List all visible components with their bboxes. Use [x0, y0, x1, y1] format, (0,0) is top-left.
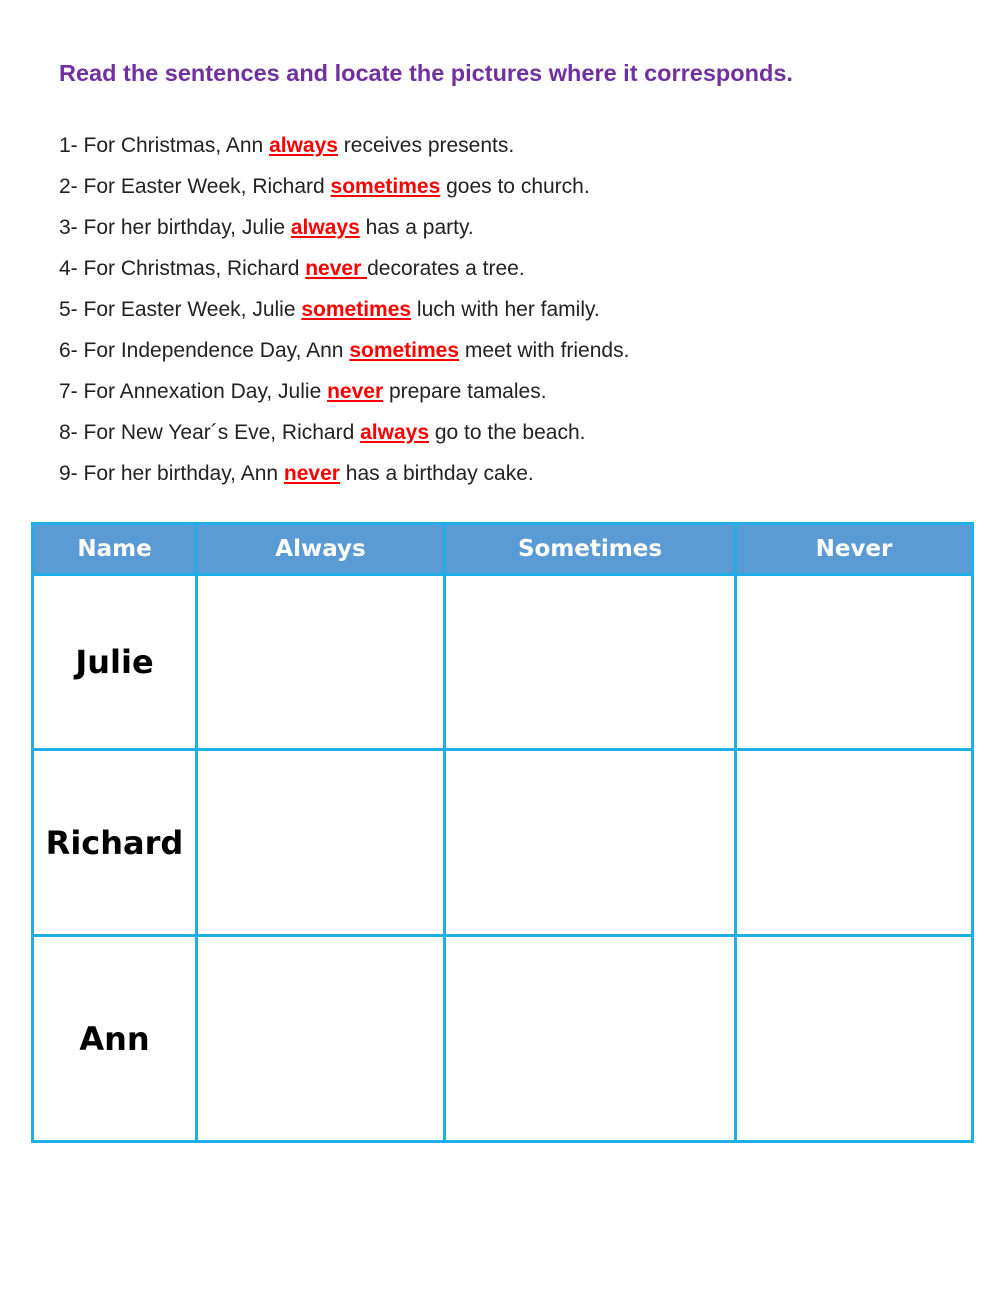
frequency-word: never [327, 380, 384, 403]
sentence-text: has a party. [359, 216, 474, 239]
drop-zone-julie-never[interactable] [736, 575, 973, 750]
sentence-item [59, 294, 629, 335]
frequency-word: sometimes [301, 298, 412, 321]
name-cell-richard: Richard [33, 750, 197, 936]
drop-zone-richard-sometimes[interactable] [445, 750, 736, 936]
sentence-text: 9- For her birthday, Ann [59, 462, 284, 485]
sentence-text: 2- For Easter Week, Richard [59, 175, 331, 198]
sentence-text: has a birthday cake. [339, 462, 534, 485]
sentence-text: meet with friends. [459, 339, 630, 362]
drop-zone-ann-never[interactable] [736, 936, 973, 1142]
name-cell-ann: Ann [33, 936, 197, 1142]
sentence-text: 5- For Easter Week, Julie [59, 298, 302, 321]
frequency-word: sometimes [349, 339, 460, 362]
drop-zone-ann-always[interactable] [197, 936, 445, 1142]
sentence-text: decorates a tree. [367, 257, 525, 280]
header-always: Always [197, 524, 445, 575]
sentence-item [59, 253, 629, 294]
frequency-word: always [360, 421, 430, 444]
sentence-text: 1- For Christmas, Ann [59, 134, 270, 157]
table-row [33, 936, 973, 1142]
instruction-heading: Read the sentences and locate the pictures where it corresponds. [59, 60, 793, 86]
header-name: Name [33, 524, 197, 575]
frequency-word: always [290, 216, 360, 239]
sentence-list [59, 130, 629, 499]
table-row [33, 575, 973, 750]
drop-zone-julie-sometimes[interactable] [445, 575, 736, 750]
frequency-word: never [283, 462, 340, 485]
sentence-text: 3- For her birthday, Julie [59, 216, 291, 239]
sentence-item [59, 417, 629, 458]
sentence-text: 7- For Annexation Day, Julie [59, 380, 328, 403]
table-row [33, 750, 973, 936]
frequency-word: sometimes [330, 175, 441, 198]
sentence-text: receives presents. [337, 134, 515, 157]
sentence-text: prepare tamales. [383, 380, 547, 403]
drop-zone-julie-always[interactable] [197, 575, 445, 750]
header-never: Never [736, 524, 973, 575]
sentence-text: goes to church. [440, 175, 590, 198]
sentence-text: luch with her family. [411, 298, 600, 321]
sentence-item [59, 212, 629, 253]
sentence-text: go to the beach. [429, 421, 586, 444]
drop-zone-richard-never[interactable] [736, 750, 973, 936]
header-sometimes: Sometimes [445, 524, 736, 575]
sentence-text: 8- For New Year´s Eve, Richard [59, 421, 361, 444]
name-cell-julie: Julie [33, 575, 197, 750]
drop-zone-ann-sometimes[interactable] [445, 936, 736, 1142]
sentence-item [59, 171, 629, 212]
sentence-text: 6- For Independence Day, Ann [59, 339, 350, 362]
sentence-item [59, 335, 629, 376]
table-header-row [33, 524, 973, 575]
sentence-text: 4- For Christmas, Richard [59, 257, 306, 280]
frequency-word: never [305, 257, 368, 280]
drop-zone-richard-always[interactable] [197, 750, 445, 936]
frequency-table [31, 522, 974, 1143]
sentence-item [59, 458, 629, 499]
sentence-item [59, 376, 629, 417]
sentence-item [59, 130, 629, 171]
frequency-word: always [269, 134, 338, 157]
